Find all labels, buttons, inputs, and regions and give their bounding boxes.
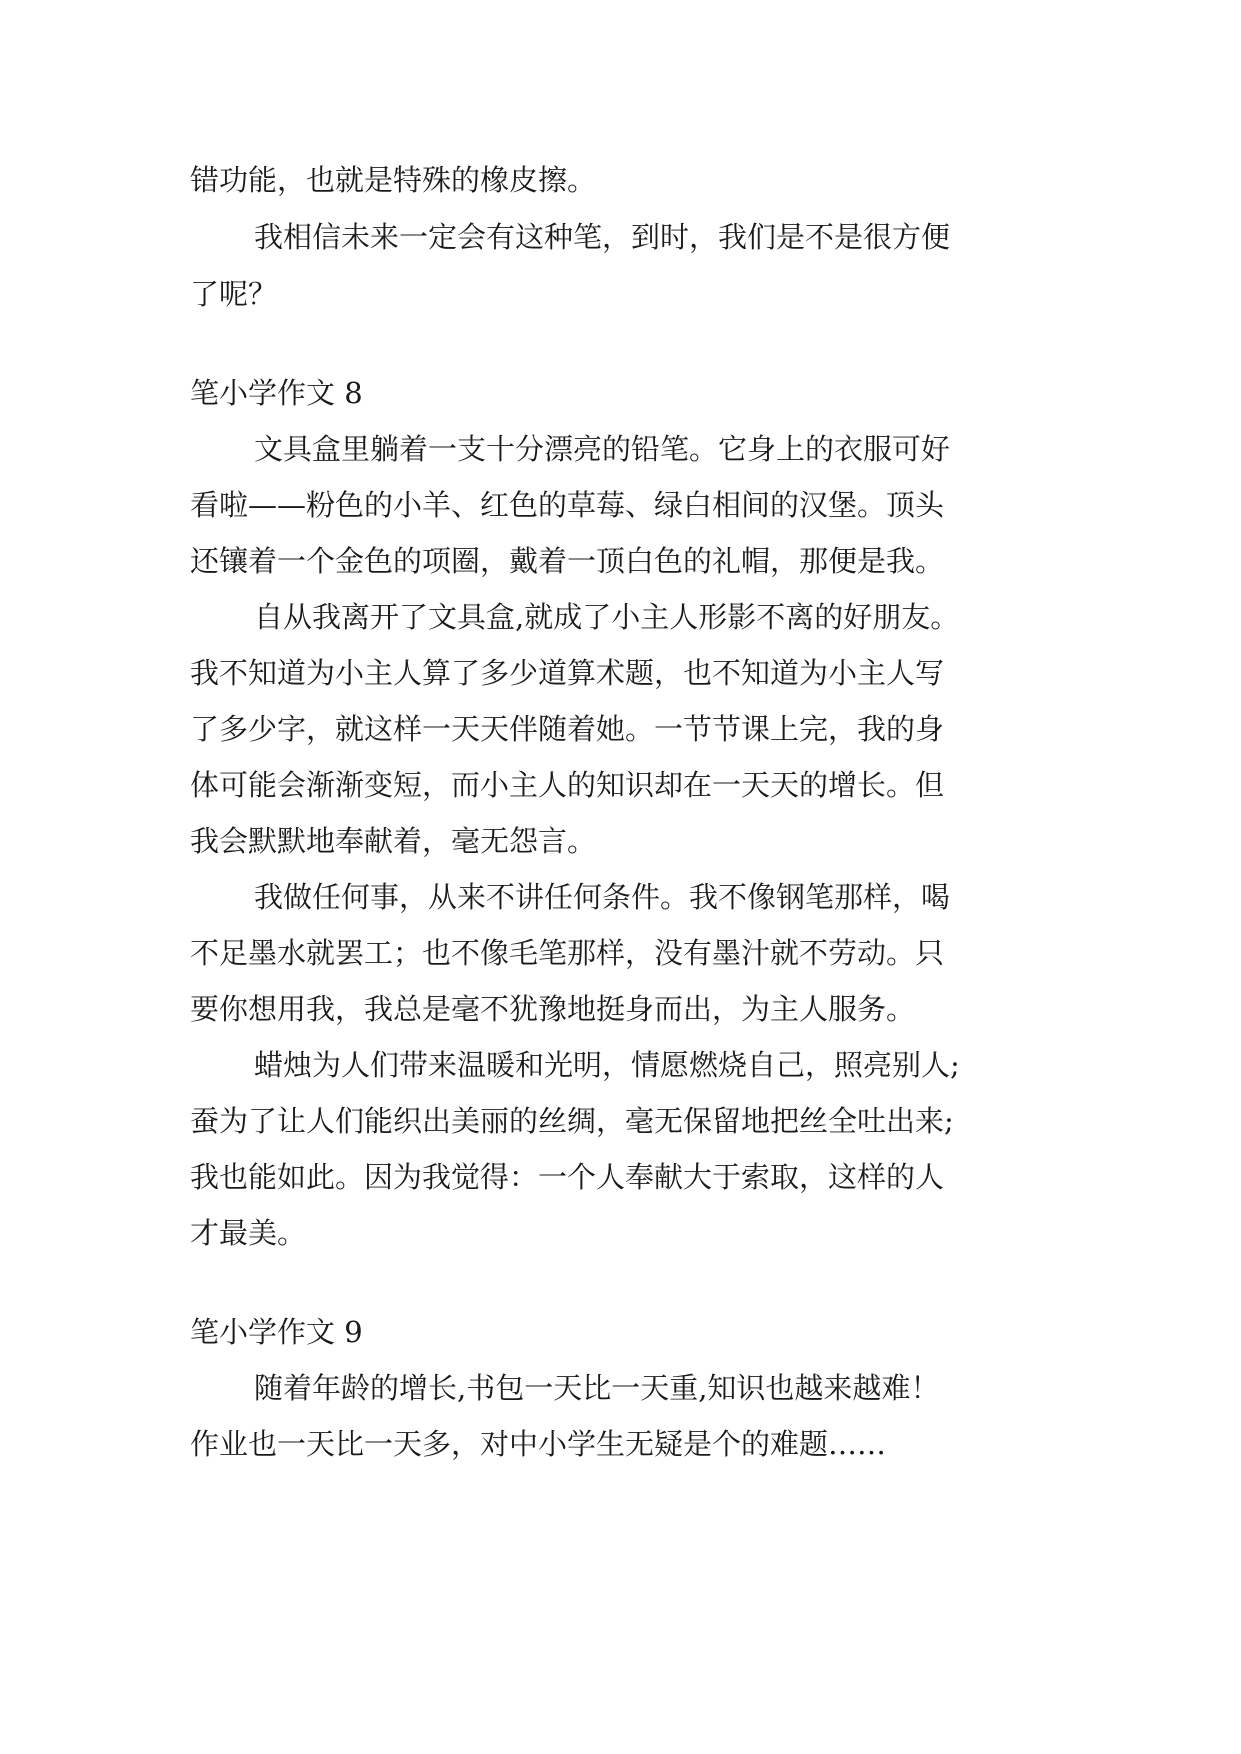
paragraph-first-line: 蜡烛为人们带来温暖和光明，情愿燃烧自己，照亮别人;: [254, 1048, 960, 1082]
text-line: 了多少字，就这样一天天伴随着她。一节节课上完，我的身: [190, 712, 945, 746]
text-line: 错功能，也就是特殊的橡皮擦。: [190, 163, 597, 197]
paragraph-first-line: 自从我离开了文具盒,就成了小主人形影不离的好朋友。: [254, 600, 960, 634]
text-line: 要你想用我，我总是毫不犹豫地挺身而出，为主人服务。: [190, 992, 916, 1026]
text-line: 还镶着一个金色的项圈，戴着一顶白色的礼帽，那便是我。: [190, 544, 945, 578]
text-line: 了呢？: [190, 277, 278, 311]
text-line: 我不知道为小主人算了多少道算术题，也不知道为小主人写: [190, 656, 945, 690]
text-line: 我会默默地奉献着，毫无怨言。: [190, 824, 597, 858]
text-line: 才最美。: [190, 1216, 307, 1250]
text-line: 看啦——粉色的小羊、红色的草莓、绿白相间的汉堡。顶头: [190, 488, 945, 522]
section-heading: 笔小学作文 8: [190, 376, 363, 410]
text-line: 作业也一天比一天多，对中小学生无疑是个的难题……: [190, 1427, 887, 1461]
text-line: 我也能如此。因为我觉得：一个人奉献大于索取，这样的人: [190, 1160, 945, 1194]
paragraph-first-line: 我做任何事，从来不讲任何条件。我不像钢笔那样，喝: [254, 880, 951, 914]
text-line: 蚕为了让人们能织出美丽的丝绸，毫无保留地把丝全吐出来;: [190, 1104, 954, 1138]
text-line: 不足墨水就罢工；也不像毛笔那样，没有墨汁就不劳动。只: [190, 936, 945, 970]
text-line: 体可能会渐渐变短，而小主人的知识却在一天天的增长。但: [190, 768, 945, 802]
paragraph-first-line: 文具盒里躺着一支十分漂亮的铅笔。它身上的衣服可好: [254, 432, 951, 466]
section-heading: 笔小学作文 9: [190, 1315, 363, 1349]
paragraph-first-line: 我相信未来一定会有这种笔，到时，我们是不是很方便: [254, 220, 951, 254]
paragraph-first-line: 随着年龄的增长,书包一天比一天重,知识也越来越难！: [254, 1371, 940, 1405]
